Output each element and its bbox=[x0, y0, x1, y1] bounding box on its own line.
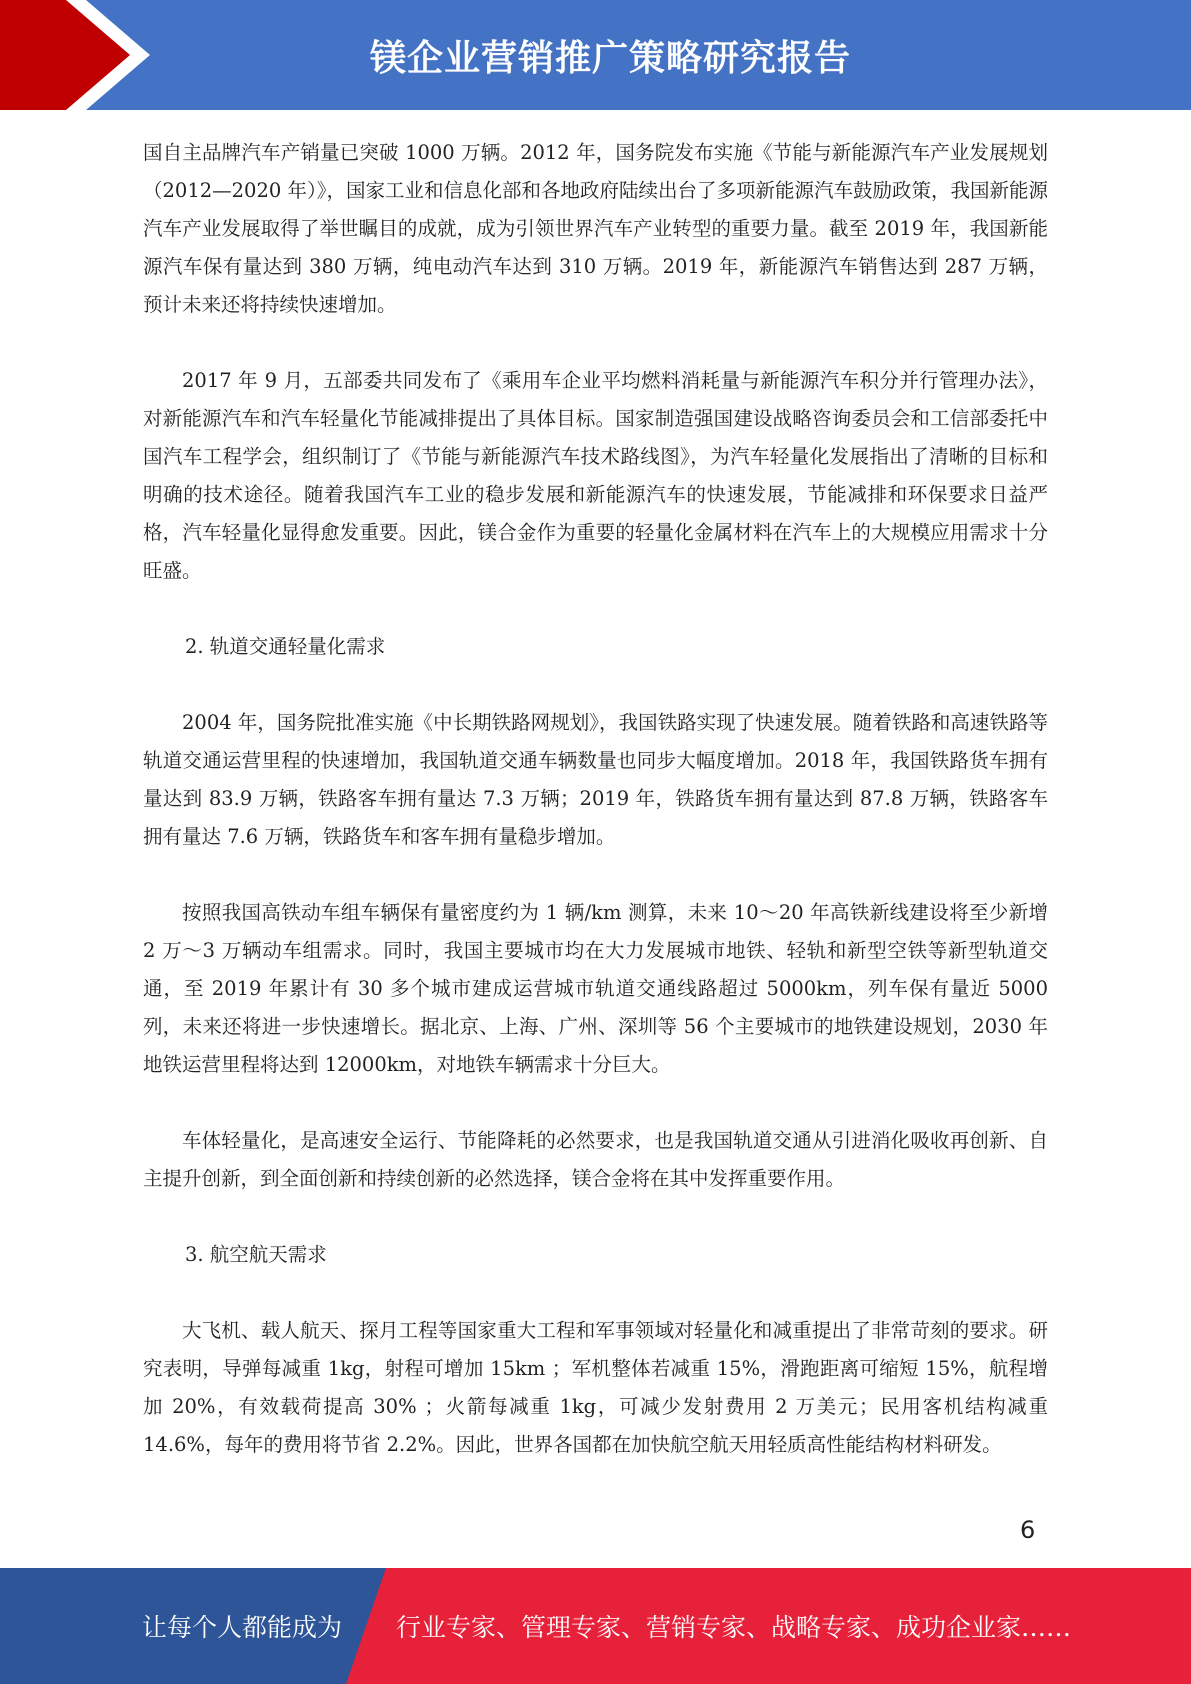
footer-slogan-left: 让每个人都能成为 bbox=[142, 1613, 343, 1642]
document-body bbox=[143, 134, 1048, 1464]
document-title: 镁企业营销推广策略研究报告 bbox=[369, 37, 851, 79]
paragraph-car-body-lightweight: 车体轻量化，是高速安全运行、节能降耗的必然要求，也是我国轨道交通从引进消化吸收再创新、自主提升创新，到全面创新和持续创新的必然选择，镁合金将在其中发挥重要作用。 bbox=[143, 1129, 1048, 1190]
footer-band bbox=[0, 1568, 1191, 1684]
page-number: 6 bbox=[1020, 1516, 1036, 1544]
paragraph-aerospace: 大飞机、载人航天、探月工程等国家重大工程和军事领域对轻量化和减重提出了非常苛刻的要求。研究表明，导弹每减重 1kg，射程可增加 15km ；军机整体若减重 15%，滑跑距离可缩短 15%，航程增加 20%，有效载荷提高 30% ；火箭每减重 1kg，可减少发射费用 2 万美元；民用客机结构减重 14.6%，每年的费用将节省 2.2%。因此，世界各国都在加快航空航天用轻质高性能结构材料研发。 bbox=[143, 1319, 1048, 1456]
section-heading-rail: 2. 轨道交通轻量化需求 bbox=[185, 635, 386, 658]
footer-slogan-right: 行业专家、管理专家、营销专家、战略专家、成功企业家…… bbox=[396, 1613, 1072, 1642]
section-heading-aerospace: 3. 航空航天需求 bbox=[185, 1243, 327, 1266]
paragraph-rail-network: 2004 年，国务院批准实施《中长期铁路网规划》，我国铁路实现了快速发展。随着铁路和高速铁路等轨道交通运营里程的快速增加，我国轨道交通车辆数量也同步大幅度增加。2018 年，我国铁路货车拥有量达到 83.9 万辆，铁路客车拥有量达 7.3 万辆；2019 年，铁路货车拥有量达到 87.8 万辆，铁路客车拥有量达 7.6 万辆，铁路货车和客车拥有量稳步增加。 bbox=[143, 711, 1048, 848]
paragraph-regulation-2017: 2017 年 9 月，五部委共同发布了《乘用车企业平均燃料消耗量与新能源汽车积分并行管理办法》，对新能源汽车和汽车轻量化节能减排提出了具体目标。国家制造强国建设战略咨询委员会和工信部委托中国汽车工程学会，组织制订了《节能与新能源汽车技术路线图》，为汽车轻量化发展指出了清晰的目标和明确的技术途径。随着我国汽车工业的稳步发展和新能源汽车的快速发展，节能减排和环保要求日益严格，汽车轻量化显得愈发重要。因此，镁合金作为重要的轻量化金属材料在汽车上的大规模应用需求十分旺盛。 bbox=[143, 369, 1048, 582]
paragraph-high-speed-rail: 按照我国高铁动车组车辆保有量密度约为 1 辆/km 测算，未来 10～20 年高铁新线建设将至少新增 2 万～3 万辆动车组需求。同时，我国主要城市均在大力发展城市地铁、轻轨和新型空铁等新型轨道交通，至 2019 年累计有 30 多个城市建成运营城市轨道交通线路超过 5000km，列车保有量近 5000 列，未来还将进一步快速增长。据北京、上海、广州、深圳等 56 个主要城市的地铁建设规划，2030 年地铁运营里程将达到 12000km，对地铁车辆需求十分巨大。 bbox=[143, 901, 1048, 1076]
paragraph-ev-industry: 国自主品牌汽车产销量已突破 1000 万辆。2012 年，国务院发布实施《节能与新能源汽车产业发展规划（2012—2020 年）》，国家工业和信息化部和各地政府陆续出台了多项新能源汽车鼓励政策，我国新能源汽车产业发展取得了举世瞩目的成就，成为引领世界汽车产业转型的重要力量。截至 2019 年，我国新能源汽车保有量达到 380 万辆，纯电动汽车达到 310 万辆。2019 年，新能源汽车销售达到 287 万辆，预计未来还将持续快速增加。 bbox=[143, 141, 1048, 316]
header-band bbox=[0, 0, 1191, 110]
